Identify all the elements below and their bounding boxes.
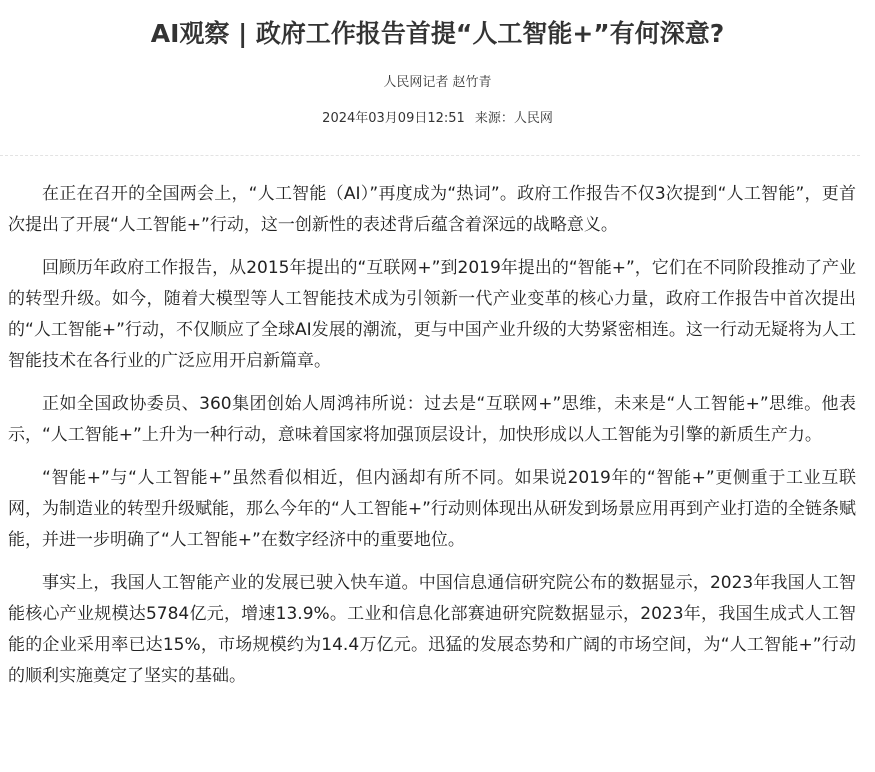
article-paragraph: 回顾历年政府工作报告，从2015年提出的“互联网+”到2019年提出的“智能+”，它们在不同阶段推动了产业的转型升级。如今，随着大模型等人工智能技术成为引领新一代产业变革的核心力量，政府工作报告中首次提出的“人工智能+”行动，不仅顺应了全球AI发展的潮流，更与中国产业升级的大势紧密相连。这一行动无疑将为人工智能技术在各行业的广泛应用开启新篇章。 (8, 258, 856, 371)
article-paragraph: “智能+”与“人工智能+”虽然看似相近，但内涵却有所不同。如果说2019年的“智能+”更侧重于工业互联网，为制造业的转型升级赋能，那么今年的“人工智能+”行动则体现出从研发到场景应用再到产业打造的全链条赋能，并进一步明确了“人工智能+”在数字经济中的重要地位。 (8, 468, 856, 550)
article-meta (0, 109, 875, 129)
article-source: 来源：人民网 (474, 111, 553, 126)
article-body (8, 179, 856, 704)
article-title: AI观察 | 政府工作报告首提“人工智能+”有何深意? (150, 19, 725, 48)
article-paragraph: 正如全国政协委员、360集团创始人周鸿祎所说：过去是“互联网+”思维，未来是“人工智能+”思维。他表示，“人工智能+”上升为一种行动，意味着国家将加强顶层设计，加快形成以人工智能为引擎的新质生产力。 (8, 394, 856, 445)
article-byline: 人民网记者 赵竹青 (383, 75, 492, 90)
article-paragraph: 事实上，我国人工智能产业的发展已驶入快车道。中国信息通信研究院公布的数据显示，2023年我国人工智能核心产业规模达5784亿元，增速13.9%。工业和信息化部赛迪研究院数据显示，2023年，我国生成式人工智能的企业采用率已达15%，市场规模约为14.4万亿元。迅猛的发展态势和广阔的市场空间，为“人工智能+”行动的顺利实施奠定了坚实的基础。 (8, 573, 856, 686)
article-paragraph: 在正在召开的全国两会上，“人工智能（AI）”再度成为“热词”。政府工作报告不仅3次提到“人工智能”，更首次提出了开展“人工智能+”行动，这一创新性的表述背后蕴含着深远的战略意义。 (8, 184, 856, 235)
header-divider (0, 155, 860, 156)
publish-datetime: 2024年03月09日12:51 (322, 111, 465, 126)
